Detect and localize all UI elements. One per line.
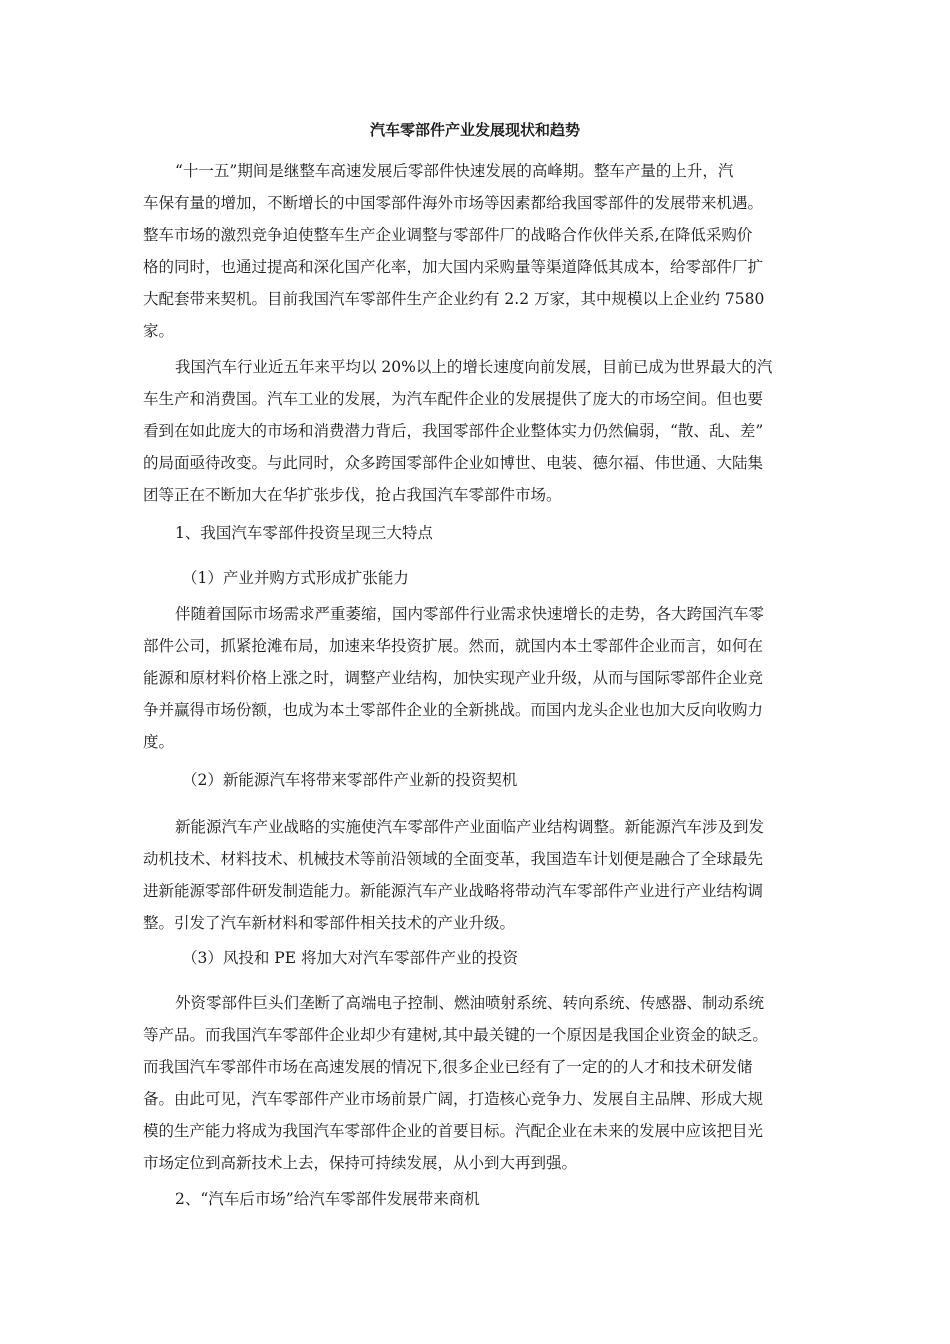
paragraph-line: “十一五”期间是继整车高速发展后零部件快速发展的高峰期。整车产量的上升，汽	[175, 162, 734, 180]
paragraph-line: 看到在如此庞大的市场和消费潜力背后，我国零部件企业整体实力仍然偏弱，“散、乱、差”	[143, 422, 764, 440]
paragraph-line: 车生产和消费国。汽车工业的发展，为汽车配件企业的发展提供了庞大的市场空间。但也要	[143, 390, 764, 408]
subsection-heading: （2）新能源汽车将带来零部件产业新的投资契机	[182, 771, 518, 789]
paragraph-line: 伴随着国际市场需求严重萎缩，国内零部件行业需求快速增长的走势，各大跨国汽车零	[175, 605, 765, 623]
document-title: 汽车零部件产业发展现状和趋势	[369, 121, 580, 139]
paragraph-line: 格的同时，也通过提高和深化国产化率，加大国内采购量等渠道降低其成本，给零部件厂扩	[143, 258, 764, 276]
paragraph-line: 能源和原材料价格上涨之时，调整产业结构，加快实现产业升级，从而与国际零部件企业竞	[143, 669, 764, 687]
paragraph-line: 备。由此可见，汽车零部件产业市场前景广阔，打造核心竞争力、发展自主品牌、形成大规	[143, 1090, 764, 1108]
paragraph-line: 动机技术、材料技术、机械技术等前沿领域的全面变革，我国造车计划便是融合了全球最先	[143, 850, 764, 868]
paragraph-line: 外资零部件巨头们垄断了高端电子控制、燃油喷射系统、转向系统、传感器、制动系统	[175, 994, 765, 1012]
paragraph-line: 的局面亟待改变。与此同时，众多跨国零部件企业如博世、电装、德尔福、伟世通、大陆集	[143, 454, 764, 472]
paragraph-line: 争并赢得市场份额，也成为本土零部件企业的全新挑战。而国内龙头企业也加大反向收购力	[143, 701, 764, 719]
paragraph-line: 而我国汽车零部件市场在高速发展的情况下,很多企业已经有了一定的的人才和技术研发储	[143, 1058, 753, 1076]
section-heading: 1、我国汽车零部件投资呈现三大特点	[175, 524, 433, 542]
paragraph-line: 家。	[143, 322, 175, 340]
paragraph-line: 整车市场的激烈竞争迫使整车生产企业调整与零部件厂的战略合作伙伴关系,在降低采购价	[143, 226, 753, 244]
subsection-heading: （1）产业并购方式形成扩张能力	[182, 569, 409, 587]
paragraph-line: 整。引发了汽车新材料和零部件相关技术的产业升级。	[143, 914, 516, 932]
paragraph-line: 度。	[143, 733, 175, 751]
paragraph-line: 部件公司，抓紧抢滩布局，加速来华投资扩展。然而，就国内本土零部件企业而言，如何在	[143, 637, 764, 655]
paragraph-line: 团等正在不断加大在华扩张步伐，抢占我国汽车零部件市场。	[143, 486, 562, 504]
paragraph-line: 市场定位到高新技术上去，保持可持续发展，从小到大再到强。	[143, 1154, 578, 1172]
paragraph-line: 等产品。而我国汽车零部件企业却少有建树,其中最关键的一个原因是我国企业资金的缺乏。	[143, 1026, 768, 1044]
paragraph-line: 新能源汽车产业战略的实施使汽车零部件产业面临产业结构调整。新能源汽车涉及到发	[175, 818, 765, 836]
paragraph-line: 车保有量的增加，不断增长的中国零部件海外市场等因素都给我国零部件的发展带来机遇。	[143, 194, 764, 212]
paragraph-line: 进新能源零部件研发制造能力。新能源汽车产业战略将带动汽车零部件产业进行产业结构调	[143, 882, 764, 900]
paragraph-line: 我国汽车行业近五年来平均以 20%以上的增长速度向前发展，目前已成为世界最大的汽	[175, 358, 773, 376]
paragraph-line: 模的生产能力将成为我国汽车零部件企业的首要目标。汽配企业在未来的发展中应该把目光	[143, 1122, 764, 1140]
subsection-heading: （3）风投和 PE 将加大对汽车零部件产业的投资	[182, 949, 518, 967]
section-heading: 2、“汽车后市场”给汽车零部件发展带来商机	[175, 1190, 480, 1208]
paragraph-line: 大配套带来契机。目前我国汽车零部件生产企业约有 2.2 万家，其中规模以上企业约 7580	[143, 290, 765, 308]
